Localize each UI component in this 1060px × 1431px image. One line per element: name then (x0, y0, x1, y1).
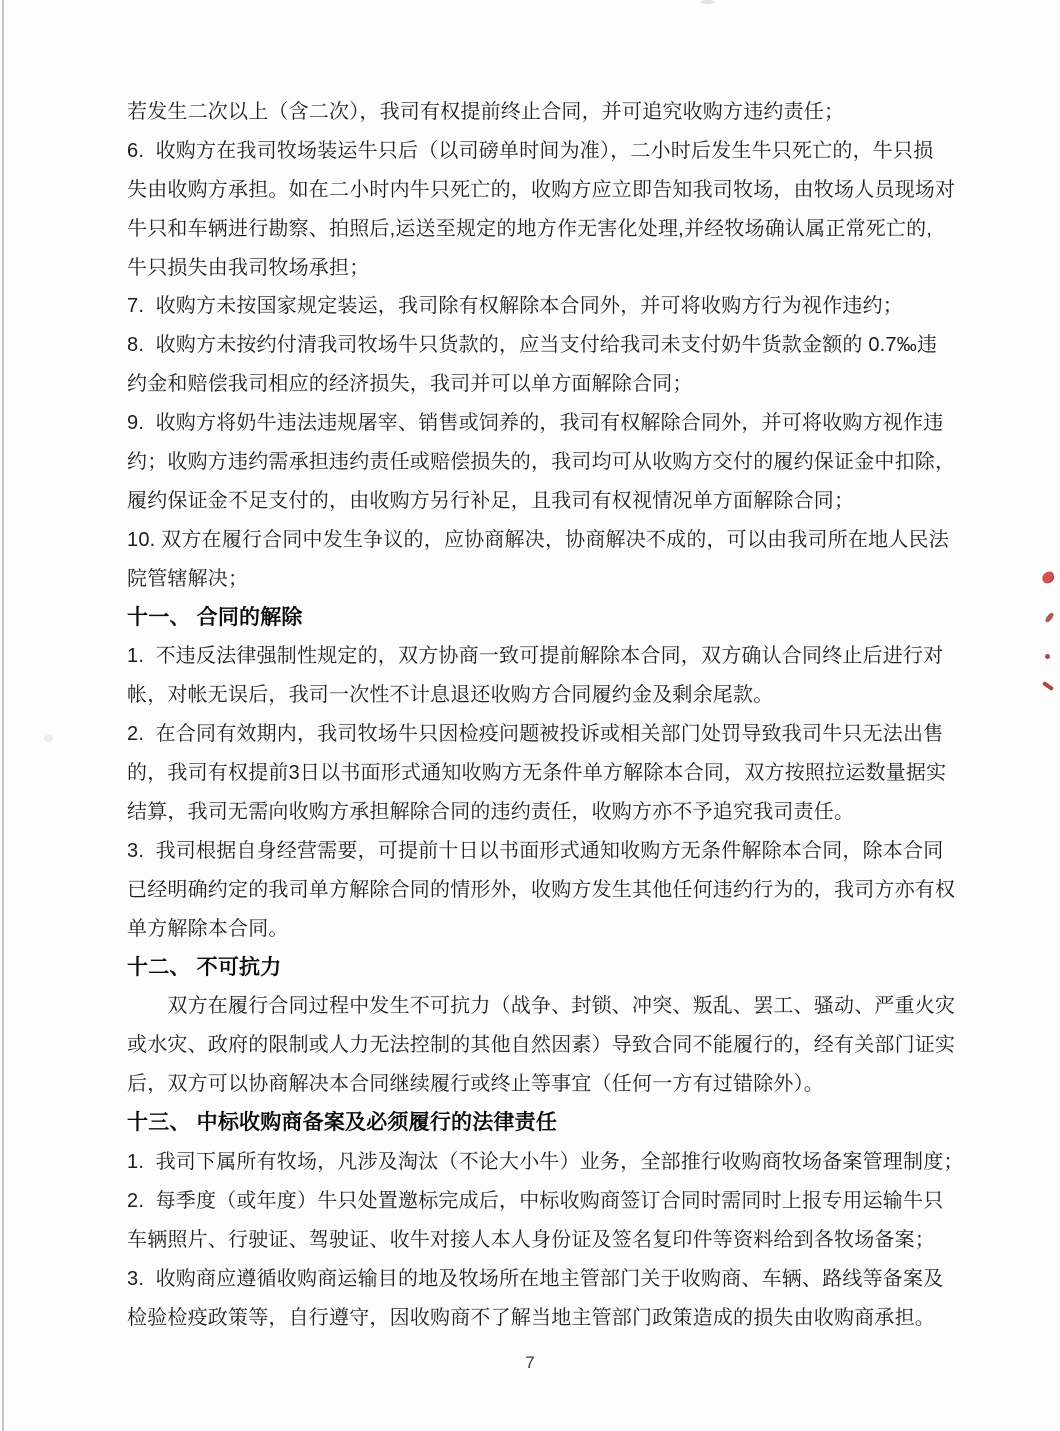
text-line: 或水灾、政府的限制或人力无法控制的其他自然因素）导致合同不能履行的，经有关部门证实 (127, 1034, 956, 1057)
text-line: 结算，我司无需向收购方承担解除合同的违约责任，收购方亦不予追究我司责任。 (127, 801, 855, 824)
text-line: 已经明确约定的我司单方解除合同的情形外，收购方发生其他任何违约行为的，我司方亦有权 (127, 878, 956, 901)
text-line: 牛只和车辆进行勘察、拍照后,运送至规定的地方作无害化处理,并经牧场确认属正常死亡的, (127, 217, 933, 240)
text-line: 9. 收购方将奶牛违法违规屠宰、销售或饲养的，我司有权解除合同外，并可将收购方视作违 (127, 412, 944, 435)
text-line: 帐，对帐无误后，我司一次性不计息退还收购方合同履约金及剩余尾款。 (127, 684, 774, 707)
text-line: 车辆照片、行驶证、驾驶证、收牛对接人本人身份证及签名复印件等资料给到各牧场备案； (127, 1228, 935, 1251)
scan-smudge-top (700, 0, 715, 4)
red-stamp-fragment (1044, 612, 1055, 624)
text-line: 10. 双方在履行合同中发生争议的，应协商解决，协商解决不成的，可以由我司所在地人民法 (127, 528, 949, 551)
red-stamp-fragment (1041, 571, 1055, 585)
section-heading: 十三、 中标收购商备案及必须履行的法律责任 (127, 1111, 558, 1135)
text-line: 约金和赔偿我司相应的经济损失，我司并可以单方面解除合同； (127, 373, 693, 396)
text-line: 2. 在合同有效期内，我司牧场牛只因检疫问题被投诉或相关部门处罚导致我司牛只无法出售 (127, 723, 944, 746)
text-line: 7. 收购方未按国家规定装运，我司除有权解除本合同外，并可将收购方行为视作违约； (127, 295, 903, 318)
document-body (127, 93, 964, 1338)
text-line: 检验检疫政策等，自行遵守，因收购商不了解当地主管部门政策造成的损失由收购商承担。 (127, 1306, 935, 1329)
text-line: 8. 收购方未按约付清我司牧场牛只货款的，应当支付给我司未支付奶牛货款金额的 0.7‰违 (127, 334, 938, 357)
text-line: 的，我司有权提前3日以书面形式通知收购方无条件单方解除本合同，双方按照拉运数量据实 (127, 762, 947, 785)
text-line: 3. 收购商应遵循收购商运输目的地及牧场所在地主管部门关于收购商、车辆、路线等备案及 (127, 1267, 944, 1290)
scan-edge-line (2, 0, 4, 1431)
text-line: 双方在履行合同过程中发生不可抗力（战争、封锁、冲突、叛乱、罢工、骚动、严重火灾 (127, 995, 956, 1018)
red-stamp-fragment (1042, 681, 1054, 691)
text-line: 若发生二次以上（含二次），我司有权提前终止合同，并可追究收购方违约责任； (127, 101, 845, 123)
page-number: 7 (525, 1353, 535, 1372)
text-line: 履约保证金不足支付的，由收购方另行补足，且我司有权视情况单方面解除合同； (127, 489, 855, 512)
section-heading: 十一、 合同的解除 (127, 605, 303, 629)
red-stamp-fragment (1045, 654, 1050, 659)
text-line: 单方解除本合同。 (127, 917, 289, 940)
text-line: 1. 我司下属所有牧场，凡涉及淘汰（不论大小牛）业务，全部推行收购商牧场备案管理制度； (127, 1151, 964, 1174)
text-line: 院管辖解决； (127, 567, 249, 590)
section-heading: 十二、 不可抗力 (127, 955, 282, 979)
text-line: 约；收购方违约需承担违约责任或赔偿损失的，我司均可从收购方交付的履约保证金中扣除， (127, 451, 956, 474)
text-line: 1. 不违反法律强制性规定的，双方协商一致可提前解除本合同，双方确认合同终止后进行对 (127, 645, 944, 668)
text-line: 2. 每季度（或年度）牛只处置邀标完成后，中标收购商签订合同时需同时上报专用运输牛只 (127, 1189, 944, 1212)
text-line: 3. 我司根据自身经营需要，可提前十日以书面形式通知收购方无条件解除本合同，除本合同 (127, 839, 944, 862)
text-line: 牛只损失由我司牧场承担； (127, 256, 370, 279)
text-line: 6. 收购方在我司牧场装运牛只后（以司磅单时间为准），二小时后发生牛只死亡的，牛只损 (127, 139, 934, 162)
scan-smudge-left (44, 735, 53, 742)
text-line: 后，双方可以协商解决本合同继续履行或终止等事宜（任何一方有过错除外）。 (127, 1073, 824, 1096)
text-line: 失由收购方承担。如在二小时内牛只死亡的，收购方应立即告知我司牧场，由牧场人员现场对 (127, 178, 956, 201)
